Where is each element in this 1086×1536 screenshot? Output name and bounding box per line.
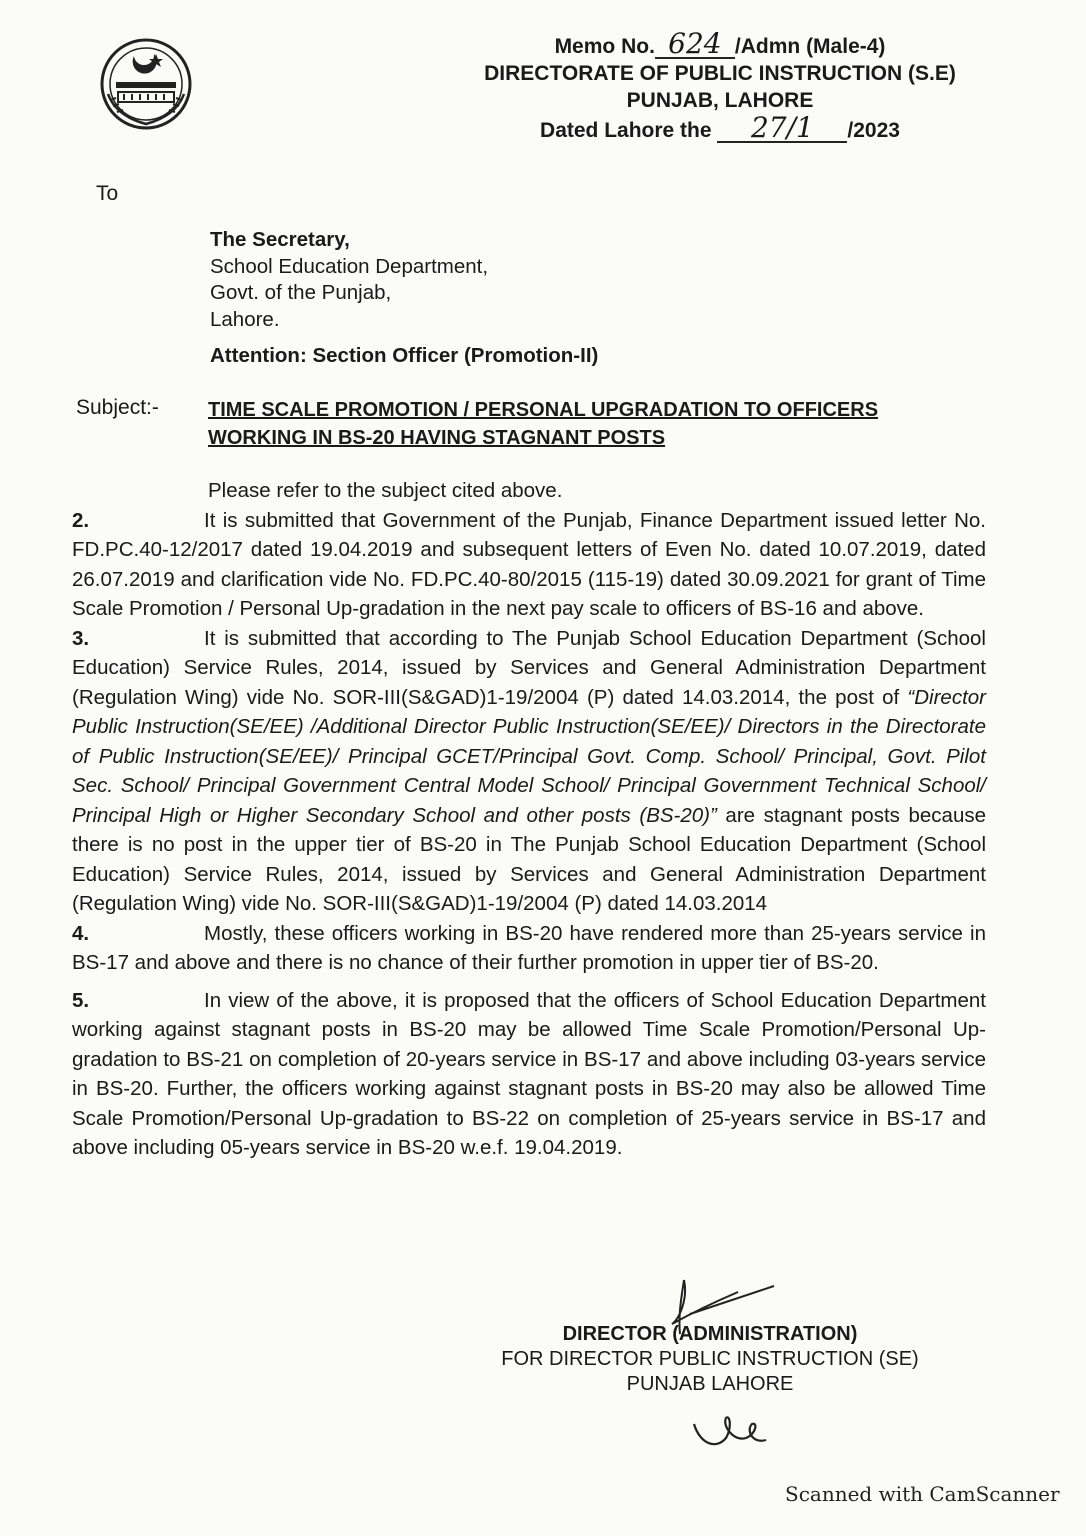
subject-line1: TIME SCALE PROMOTION / PERSONAL UPGRADATION TO OFFICERS — [208, 399, 879, 421]
addressee-line1: School Education Department, — [210, 254, 489, 278]
paragraph-3-text-a: It is submitted that according to The Punjab School Education Department (School Education) Service Rules, 2014, issued by Services and General Administration Department (Regulation Wing) vide No. SOR-III(S&GAD)1-19/2004 (P) dated 14.03.2014, the post of — [72, 626, 986, 709]
paragraph-number: 3. — [72, 626, 90, 650]
paragraph-number: 5. — [72, 988, 90, 1012]
punjab-government-emblem-icon — [96, 34, 196, 134]
addressee-title: The Secretary, — [210, 228, 350, 251]
signatory-designation: DIRECTOR (ADMINISTRATION) — [562, 1323, 858, 1345]
paragraph-number: 2. — [72, 508, 90, 532]
paragraph-number: 4. — [72, 921, 90, 945]
paragraph-5-text: In view of the above, it is proposed that the officers of School Education Department working against stagnant posts in BS-20 may be allowed Time Scale Promotion/Personal Up-gradation to BS-21 on completion of 20-years service in BS-17 and above including 03-years service in BS-20. Further, the officers working against stagnant posts in BS-20 may also be allowed Time Scale Promotion/Personal Up-gradation to BS-22 on completion of 25-years service in BS-17 and above including 05-years service in BS-20 w.e.f. 19.04.2019. — [72, 988, 986, 1159]
paragraph-2-text: It is submitted that Government of the Punjab, Finance Department issued letter No. FD.PC.40-12/2017 dated 19.04.2019 and subsequent letters of Even No. dated 10.07.2019, dated 26.07.2019 and clarification vide No. FD.PC.40-80/2015 (115-19) dated 30.09.2021 for grant of Time Scale Promotion / Personal Up-gradation in the next pay scale to officers of BS-16 and above. — [72, 508, 986, 620]
date-line — [440, 111, 1000, 144]
year-suffix: /2023 — [847, 119, 900, 142]
memo-line — [440, 27, 1000, 60]
paragraph-3 — [72, 624, 986, 919]
memo-suffix: /Admn (Male-4) — [734, 35, 886, 58]
dated-prefix: Dated Lahore the — [540, 119, 712, 142]
letter-header — [440, 27, 1000, 144]
office-name: DIRECTORATE OF PUBLIC INSTRUCTION (S.E) — [484, 62, 956, 85]
addressee-line3: Lahore. — [210, 307, 280, 331]
signatory-office: FOR DIRECTOR PUBLIC INSTRUCTION (SE) — [501, 1348, 919, 1370]
signatory-city: PUNJAB LAHORE — [626, 1373, 794, 1395]
attention-line: Attention: Section Officer (Promotion-II) — [210, 344, 599, 367]
addressee-block — [210, 227, 488, 333]
paragraph-4 — [72, 919, 986, 978]
memo-number: 624 — [655, 30, 735, 59]
paragraph-2 — [72, 506, 986, 624]
paragraph-3-text-b: are stagnant posts because there is no post in the upper tier of BS-20 in The Punjab School Education Department (School Education) Service Rules, 2014, issued by Services and General Administration Department (Regulation Wing) vide No. SOR-III(S&GAD)1-19/2004 (P) dated 14.03.2014 — [72, 803, 986, 915]
scanner-watermark: Scanned with CamScanner — [785, 1482, 1060, 1506]
addressee-line2: Govt. of the Punjab, — [210, 281, 392, 304]
subject-label: Subject:- — [76, 396, 159, 419]
subject-text — [208, 396, 998, 452]
handwritten-date: 27/1 — [717, 114, 847, 143]
memo-prefix: Memo No. — [554, 35, 655, 58]
intro-paragraph: Please refer to the subject cited above. — [208, 479, 563, 502]
signature-block — [480, 1322, 940, 1397]
handwritten-initials-icon — [686, 1404, 776, 1456]
letter-body — [72, 476, 986, 1163]
paragraph-5 — [72, 986, 986, 1163]
paragraph-4-text: Mostly, these officers working in BS-20 have rendered more than 25-years service in BS-17 and above and there is no chance of their further promotion in upper tier of BS-20. — [72, 921, 986, 974]
paragraph-3-italic-posts: “Director Public Instruction(SE/EE) /Additional Director Public Instruction(SE/EE)/ Directors in the Directorate of Public Instruction(SE/EE)/ Principal GCET/Principal Govt. Comp. School/ Principal, Govt. Pilot Sec. School/ Principal Government Central Model School/ Principal Government Technical School/ Principal High or Higher Secondary School and other posts (BS-20)” — [72, 685, 986, 827]
subject-line2: WORKING IN BS-20 HAVING STAGNANT POSTS — [208, 427, 666, 449]
office-city: PUNJAB, LAHORE — [626, 89, 814, 112]
to-label: To — [96, 182, 119, 205]
